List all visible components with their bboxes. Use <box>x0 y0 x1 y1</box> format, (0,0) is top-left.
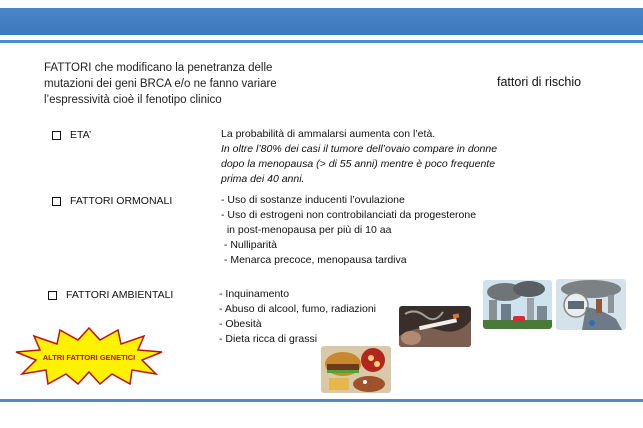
intro-text <box>44 60 289 108</box>
factor-age-label: ETA’ <box>70 129 92 141</box>
factor-environmental-label: FATTORI AMBIENTALI <box>66 289 174 301</box>
age-line: In oltre l’80% dei casi il tumore dell’ovaio compare in donne <box>221 143 498 155</box>
smoking-photo <box>399 306 471 347</box>
checkbox-bullet-icon <box>48 291 57 300</box>
checkbox-bullet-icon <box>52 197 61 206</box>
factor-hormonal <box>52 195 172 207</box>
factor-environmental-desc <box>219 287 376 347</box>
other-genetic-factors-badge <box>14 326 164 386</box>
age-line: prima dei 40 anni. <box>221 173 305 185</box>
env-line: - Obesità <box>219 318 262 330</box>
factor-hormonal-label: FATTORI ORMONALI <box>70 195 173 207</box>
age-line: dopo la menopausa (> di 55 anni) mentre è poco frequente <box>221 158 496 170</box>
other-genetic-factors-text: ALTRI FATTORI GENETICI <box>42 353 136 362</box>
hormonal-line: - Uso di sostanze inducenti l’ovulazione <box>221 194 405 206</box>
factor-age-desc <box>221 127 497 187</box>
top-divider <box>0 40 643 43</box>
intro-line-1: FATTORI che modificano la penetranza delle <box>44 62 273 74</box>
hormonal-line: - Menarca precoce, menopausa tardiva <box>221 254 407 266</box>
intro-line-2: mutazioni dei geni BRCA e/o ne fanno variare <box>44 78 277 90</box>
intro-line-3: l’espressività cioè il fenotipo clinico <box>44 94 222 106</box>
factor-age <box>52 129 91 141</box>
header-bar <box>0 8 643 35</box>
age-line: La probabilità di ammalarsi aumenta con l’età. <box>221 128 436 140</box>
hormonal-line: - Nulliparità <box>221 239 278 251</box>
hormonal-line: - Uso di estrogeni non controbilanciati da progesterone <box>221 209 477 221</box>
pollution-illustration-1 <box>483 280 552 329</box>
bottom-divider <box>0 399 643 402</box>
risk-factors-title: fattori di rischio <box>497 75 582 89</box>
factor-environmental <box>48 289 173 301</box>
hormonal-line: in post-menopausa per più di 10 aa <box>221 224 392 236</box>
env-line: - Dieta ricca di grassi <box>219 333 318 345</box>
factor-hormonal-desc <box>221 193 476 268</box>
env-line: - Abuso di alcool, fumo, radiazioni <box>219 303 377 315</box>
fast-food-photo <box>321 346 391 393</box>
env-line: - Inquinamento <box>219 288 290 300</box>
pollution-illustration-2 <box>556 279 626 330</box>
checkbox-bullet-icon <box>52 131 61 140</box>
